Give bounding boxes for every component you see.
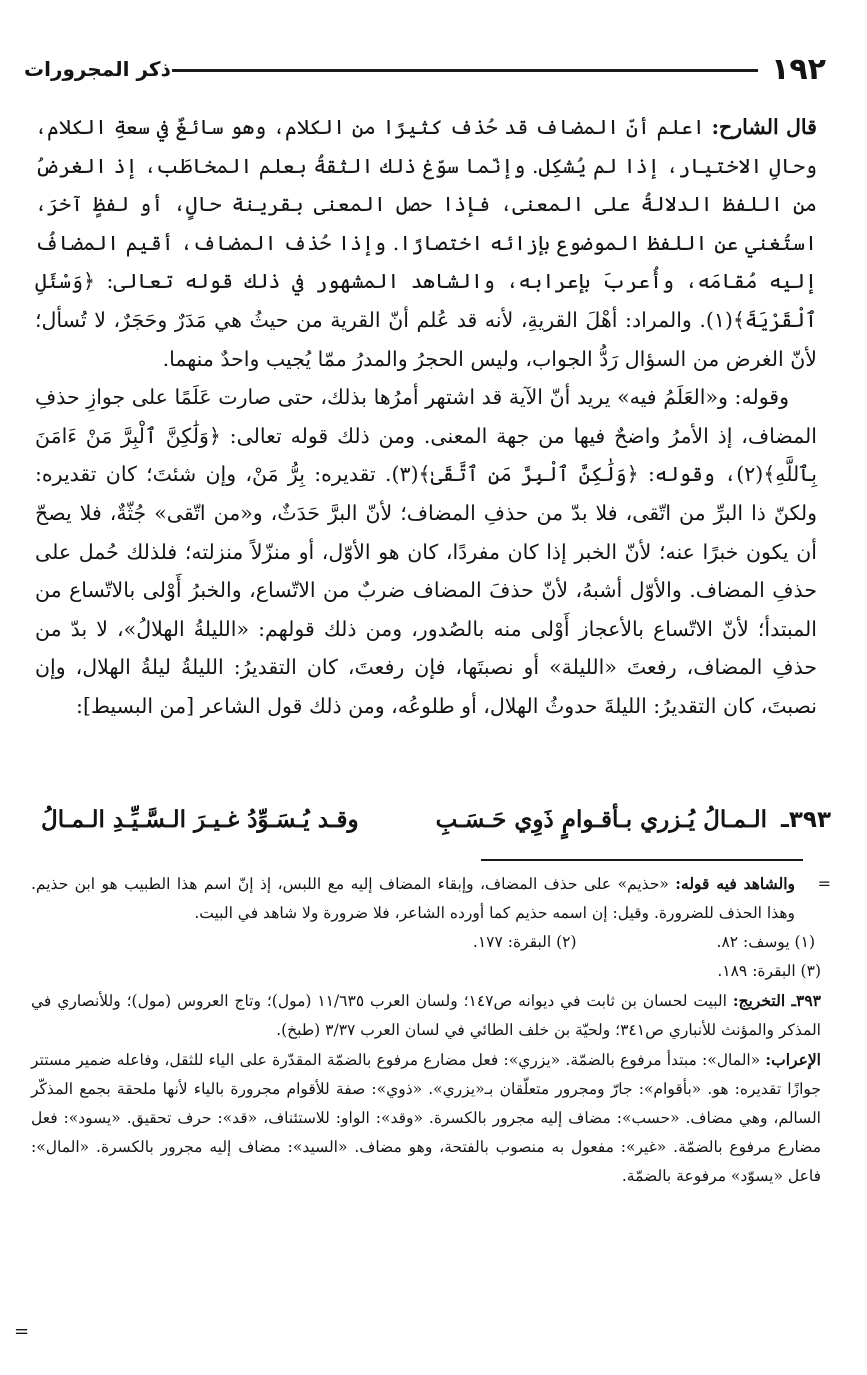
footnote-refs-row — [31, 928, 815, 957]
verse-second-hemistich: وقـد يُـسَـوِّدُ غـيـرَ الـسَّـيِّـدِ الـمـالُ — [41, 806, 359, 833]
footnote-text: «حذيم» على حذف المضاف، وإبقاء المضاف إليه مع اللبس، إذ إنّ اسم هذا الطبيب هو ابن حذيم. وهذا الحذف للضرورة. وقيل: إن اسمه حذيم كما أورده الشاعر، فلا ضرورة ولا شاهد في البيت. — [31, 875, 795, 922]
paragraph-text: اعلم أنّ المضاف قد حُذف كثيرًا من الكلام، وهو سائغٌ في سعةِ الكلام، وحالِ الاختيار، إذا لم يُشكِل. وإنّما سوّغ ذلك الثقةُ بعلم المخاطَب، إذ الغرضُ من اللفظ الدلالةُ على المعنى، فإذا حصل المعنى بقرينة حالٍ، أو لفظٍ آخرَ، استُغني عن اللفظ الموضوع بإزائه اختصارًا. وإذا حُذف المضاف، أقيم المضافُ إليه مُقامَه، وأُعربَ بإعرابه، والشاهد المشهور في ذلك قوله تعالى: ﴿وَسْئَلِ ٱلْقَرْيَةَ﴾(١). والمراد: أهْلَ القريةِ، لأنه قد عُلم أنّ القرية من حيثُ هي مَدَرٌ وحَجَرٌ، لا تُسأل؛ لأنّ الغرض من السؤال رَدُّ الجواب، وليس الحجرُ والمدرُ ممّا يُجيب واحدٌ منهما. — [35, 115, 817, 371]
footnote-label: والشاهد فيه قوله: — [675, 874, 796, 893]
page-header — [24, 50, 826, 90]
running-title: ذكر المجرورات — [24, 57, 171, 81]
main-text — [35, 108, 817, 726]
footnote-continued — [31, 869, 795, 928]
footnote-divider — [481, 859, 803, 861]
paragraph-commentary — [35, 108, 817, 378]
continuation-mark: = — [817, 874, 831, 893]
footnote-ref-2: (٢) البقرة: ١٧٧. — [472, 933, 577, 951]
verse-first-hemistich: الـمـالُ يُـزري بـأقـوامٍ ذَوِي حَـسَـبِ — [435, 806, 767, 833]
poetry-verse — [37, 795, 831, 845]
footnote-ref-1: (١) يوسف: ٨٢. — [716, 933, 815, 951]
footnote-irab — [31, 1045, 821, 1191]
page-number: ١٩٢ — [771, 52, 826, 87]
irab-text: «المال»: مبتدأ مرفوع بالضمّة. «يزري»: فعل مضارع مرفوع بالضمّة المقدّرة على الياء للثقل، وفاعله ضمير مستتر جوازًا تقديره: هو. «بأقوام»: جارّ ومجرور متعلّقان بـ«يزري». «ذوي»: صفة للأقوام مجرورة بالياء لأنها ملحقة بجمع المذكّر السالم، وهي مضاف. «حسب»: مضاف إليه مجرور بالكسرة. «وقد»: الواو: للاستئناف، «قد»: حرف تحقيق. «يسود»: فعل مضارع مرفوع بالضمّة. «غير»: مفعول به منصوب بالفتحة، وهو مضاف. «السيد»: مضاف إليه مجرور بالكسرة. «المال»: فاعل «يسوّد» مرفوعة بالضمّة. — [31, 1051, 822, 1185]
footnotes — [31, 869, 821, 1191]
takhrij-text: البيت لحسان بن ثابت في ديوانه ص١٤٧؛ ولسان العرب ١١/٦٣٥ (مول)؛ وتاج العروس (مول)؛ وللأنصاري في المذكر والمؤنث للأنباري ص٣٤١؛ ولحيّة بن خلف الطائي في لسان العرب ٣/٣٧ (طبخ). — [31, 992, 821, 1039]
takhrij-label: ٣٩٣ـ التخريج: — [732, 991, 822, 1010]
header-rule — [172, 69, 758, 72]
commentator-label: قال الشارح: — [711, 115, 817, 139]
end-continuation-mark: = — [14, 1321, 30, 1342]
irab-label: الإعراب: — [765, 1050, 821, 1069]
verse-number: ٣٩٣ـ — [781, 807, 831, 833]
footnote-ref-3: (٣) البقرة: ١٨٩. — [717, 962, 821, 980]
footnote-takhrij — [31, 986, 821, 1045]
paragraph-text: وقوله: و«العَلَمُ فيه» يريد أنّ الآية قد اشتهر أمرُها بذلك، حتى صارت عَلَمًا على جوازِ حذفِ المضاف، إذ الأمرُ واضحٌ فيها من جهة المعنى. ومن ذلك قوله تعالى: ﴿وَلَٰكِنَّ ٱلْبِرَّ مَنْ ءَامَنَ بِٱللَّهِ﴾(٢)، وقوله: ﴿وَلَٰكِنَّ ٱلْبِرَّ مَنِ ٱتَّقَىٰ﴾(٣). تقديره: بِرُّ مَنْ، وإن شئتَ؛ كان تقديره: ولكنّ ذا البرِّ من اتّقى، فلا بدّ من حذفِ المضاف؛ لأنّ البرَّ حَدَثٌ، و«من اتّقى» جُثّةٌ، فلا يصحّ أن يكون خبرًا عنه؛ لأنّ الخبر إذا كان مفردًا، كان هو الأوّل، أو منزّلاً منزلته؛ فلذلك حُمل على حذفِ المضاف. والأوّل أشبهُ، لأنّ حذفَ المضاف ضربٌ من الاتّساع، والخبرُ أَوْلى بالاتّساع من المبتدأ؛ لأنّ الاتّساع بالأعجاز أَوْلى منه بالصُدور، ومن ذلك قولهم: «الليلةُ الهلالُ»، لا بدّ من حذفِ المضاف، رفعتَ «الليلة» أو نصبتَها، فإن رفعتَ، كان التقديرُ: الليلةُ ليلةُ الهلال، وإن نصبتَ، كان التقديرُ: الليلةَ حدوثُ الهلال، أو طلوعُه، ومن ذلك قول الشاعر [من البسيط]: — [35, 385, 817, 718]
